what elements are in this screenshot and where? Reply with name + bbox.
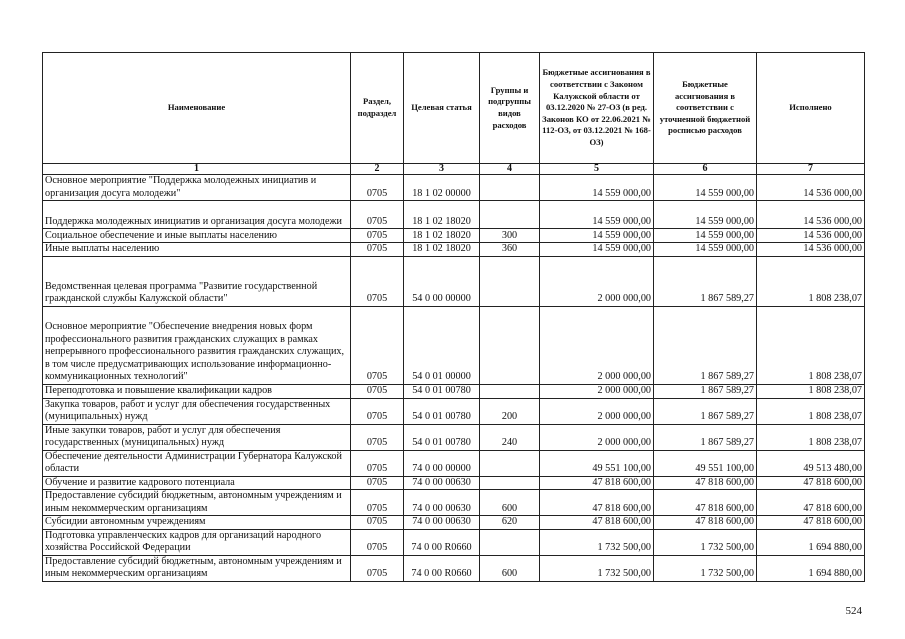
row-statya: 74 0 00 R0660 <box>404 529 480 555</box>
row-statya: 54 0 01 00780 <box>404 384 480 398</box>
page-number: 524 <box>845 605 862 617</box>
row-vid <box>480 450 540 476</box>
row-statya: 54 0 01 00780 <box>404 398 480 424</box>
row-vid: 300 <box>480 229 540 243</box>
row-law-sum: 47 818 600,00 <box>540 476 654 490</box>
row-refined-sum: 14 559 000,00 <box>654 201 757 229</box>
row-statya: 74 0 00 00000 <box>404 450 480 476</box>
row-law-sum: 14 559 000,00 <box>540 229 654 243</box>
column-number-row <box>43 164 865 175</box>
row-refined-sum: 1 732 500,00 <box>654 529 757 555</box>
table-row <box>43 306 865 384</box>
row-vid: 360 <box>480 243 540 257</box>
header-vid: Группы и подгруппы видов расходов <box>480 53 540 164</box>
row-name: Основное мероприятие "Поддержка молодежных инициатив и организация досуга молодежи" <box>43 175 351 201</box>
row-statya: 54 0 01 00780 <box>404 424 480 450</box>
header-statya: Целевая статья <box>404 53 480 164</box>
row-executed: 14 536 000,00 <box>757 243 865 257</box>
row-statya: 18 1 02 00000 <box>404 175 480 201</box>
row-name: Обучение и развитие кадрового потенциала <box>43 476 351 490</box>
row-name: Предоставление субсидий бюджетным, автономным учреждениям и иным некоммерческим организациям <box>43 555 351 581</box>
row-executed: 1 808 238,07 <box>757 424 865 450</box>
row-name: Иные закупки товаров, работ и услуг для обеспечения государственных (муниципальных) нужд <box>43 424 351 450</box>
header-row <box>43 53 865 164</box>
row-refined-sum: 1 867 589,27 <box>654 424 757 450</box>
row-refined-sum: 47 818 600,00 <box>654 516 757 530</box>
row-vid: 600 <box>480 555 540 581</box>
table-row <box>43 490 865 516</box>
table-row <box>43 424 865 450</box>
table-body <box>43 175 865 582</box>
row-statya: 74 0 00 00630 <box>404 490 480 516</box>
row-razdel: 0705 <box>351 229 404 243</box>
row-law-sum: 2 000 000,00 <box>540 424 654 450</box>
row-law-sum: 2 000 000,00 <box>540 256 654 306</box>
row-name: Иные выплаты населению <box>43 243 351 257</box>
row-statya: 54 0 01 00000 <box>404 306 480 384</box>
row-executed: 49 513 480,00 <box>757 450 865 476</box>
row-refined-sum: 14 559 000,00 <box>654 229 757 243</box>
column-number: 5 <box>540 164 654 175</box>
row-name: Основное мероприятие "Обеспечение внедрения новых форм профессионального развития гражданских служащих в рамках непрерывного профессионального развития гражданских служащих, в том числе предусматривающих использование информационно-коммуникационных технологий" <box>43 306 351 384</box>
row-razdel: 0705 <box>351 243 404 257</box>
row-statya: 74 0 00 00630 <box>404 516 480 530</box>
table-row <box>43 384 865 398</box>
row-law-sum: 14 559 000,00 <box>540 201 654 229</box>
row-statya: 18 1 02 18020 <box>404 229 480 243</box>
row-vid: 200 <box>480 398 540 424</box>
table-row <box>43 529 865 555</box>
row-vid: 240 <box>480 424 540 450</box>
table-row <box>43 229 865 243</box>
column-number: 7 <box>757 164 865 175</box>
row-name: Ведомственная целевая программа "Развитие государственной гражданской службы Калужской области" <box>43 256 351 306</box>
row-razdel: 0705 <box>351 398 404 424</box>
row-refined-sum: 1 867 589,27 <box>654 256 757 306</box>
row-razdel: 0705 <box>351 201 404 229</box>
row-vid <box>480 175 540 201</box>
row-name: Переподготовка и повышение квалификации кадров <box>43 384 351 398</box>
column-number: 4 <box>480 164 540 175</box>
row-vid <box>480 201 540 229</box>
row-executed: 1 694 880,00 <box>757 555 865 581</box>
row-refined-sum: 49 551 100,00 <box>654 450 757 476</box>
row-refined-sum: 14 559 000,00 <box>654 175 757 201</box>
header-law-sum: Бюджетные ассигнования в соответствии с Законом Калужской области от 03.12.2020 № 27-ОЗ (в ред. Законов КО от 22.06.2021 № 112-ОЗ, от 03.12.2021 № 168-ОЗ) <box>540 53 654 164</box>
row-razdel: 0705 <box>351 476 404 490</box>
row-vid: 620 <box>480 516 540 530</box>
row-refined-sum: 47 818 600,00 <box>654 476 757 490</box>
row-refined-sum: 1 732 500,00 <box>654 555 757 581</box>
table-row <box>43 450 865 476</box>
row-razdel: 0705 <box>351 490 404 516</box>
row-law-sum: 2 000 000,00 <box>540 384 654 398</box>
row-refined-sum: 1 867 589,27 <box>654 306 757 384</box>
row-razdel: 0705 <box>351 516 404 530</box>
row-executed: 1 808 238,07 <box>757 398 865 424</box>
row-executed: 14 536 000,00 <box>757 229 865 243</box>
row-executed: 47 818 600,00 <box>757 476 865 490</box>
row-name: Подготовка управленческих кадров для организаций народного хозяйства Российской Федерации <box>43 529 351 555</box>
row-executed: 47 818 600,00 <box>757 490 865 516</box>
row-law-sum: 2 000 000,00 <box>540 398 654 424</box>
budget-table <box>42 52 865 582</box>
header-executed: Исполнено <box>757 53 865 164</box>
row-refined-sum: 1 867 589,27 <box>654 398 757 424</box>
row-name: Предоставление субсидий бюджетным, автономным учреждениям и иным некоммерческим организациям <box>43 490 351 516</box>
header-refined-sum: Бюджетные ассигнования в соответствии с уточненной бюджетной росписью расходов <box>654 53 757 164</box>
row-name: Субсидии автономным учреждениям <box>43 516 351 530</box>
header-razdel: Раздел, подраздел <box>351 53 404 164</box>
row-statya: 74 0 00 R0660 <box>404 555 480 581</box>
row-name: Закупка товаров, работ и услуг для обеспечения государственных (муниципальных) нужд <box>43 398 351 424</box>
row-name: Обеспечение деятельности Администрации Губернатора Калужской области <box>43 450 351 476</box>
row-law-sum: 1 732 500,00 <box>540 555 654 581</box>
row-statya: 18 1 02 18020 <box>404 243 480 257</box>
row-executed: 14 536 000,00 <box>757 175 865 201</box>
row-executed: 14 536 000,00 <box>757 201 865 229</box>
column-number: 6 <box>654 164 757 175</box>
row-executed: 1 808 238,07 <box>757 256 865 306</box>
table-row <box>43 256 865 306</box>
row-refined-sum: 47 818 600,00 <box>654 490 757 516</box>
row-law-sum: 47 818 600,00 <box>540 490 654 516</box>
column-number: 2 <box>351 164 404 175</box>
row-vid: 600 <box>480 490 540 516</box>
row-razdel: 0705 <box>351 306 404 384</box>
row-razdel: 0705 <box>351 384 404 398</box>
row-law-sum: 49 551 100,00 <box>540 450 654 476</box>
row-vid <box>480 384 540 398</box>
row-statya: 54 0 00 00000 <box>404 256 480 306</box>
header-name: Наименование <box>43 53 351 164</box>
row-executed: 1 808 238,07 <box>757 384 865 398</box>
row-law-sum: 14 559 000,00 <box>540 175 654 201</box>
row-law-sum: 2 000 000,00 <box>540 306 654 384</box>
row-law-sum: 14 559 000,00 <box>540 243 654 257</box>
row-refined-sum: 1 867 589,27 <box>654 384 757 398</box>
row-razdel: 0705 <box>351 424 404 450</box>
row-law-sum: 47 818 600,00 <box>540 516 654 530</box>
row-razdel: 0705 <box>351 256 404 306</box>
table-row <box>43 516 865 530</box>
table-row <box>43 398 865 424</box>
row-vid <box>480 256 540 306</box>
row-name: Социальное обеспечение и иные выплаты населению <box>43 229 351 243</box>
row-executed: 47 818 600,00 <box>757 516 865 530</box>
table-row <box>43 201 865 229</box>
row-vid <box>480 476 540 490</box>
row-razdel: 0705 <box>351 555 404 581</box>
row-vid <box>480 306 540 384</box>
row-refined-sum: 14 559 000,00 <box>654 243 757 257</box>
row-statya: 18 1 02 18020 <box>404 201 480 229</box>
table-row <box>43 175 865 201</box>
row-vid <box>480 529 540 555</box>
row-razdel: 0705 <box>351 175 404 201</box>
row-razdel: 0705 <box>351 529 404 555</box>
row-executed: 1 694 880,00 <box>757 529 865 555</box>
row-law-sum: 1 732 500,00 <box>540 529 654 555</box>
table-row <box>43 555 865 581</box>
table-row <box>43 243 865 257</box>
table-row <box>43 476 865 490</box>
row-razdel: 0705 <box>351 450 404 476</box>
column-number: 3 <box>404 164 480 175</box>
row-statya: 74 0 00 00630 <box>404 476 480 490</box>
column-number: 1 <box>43 164 351 175</box>
row-executed: 1 808 238,07 <box>757 306 865 384</box>
row-name: Поддержка молодежных инициатив и организация досуга молодежи <box>43 201 351 229</box>
